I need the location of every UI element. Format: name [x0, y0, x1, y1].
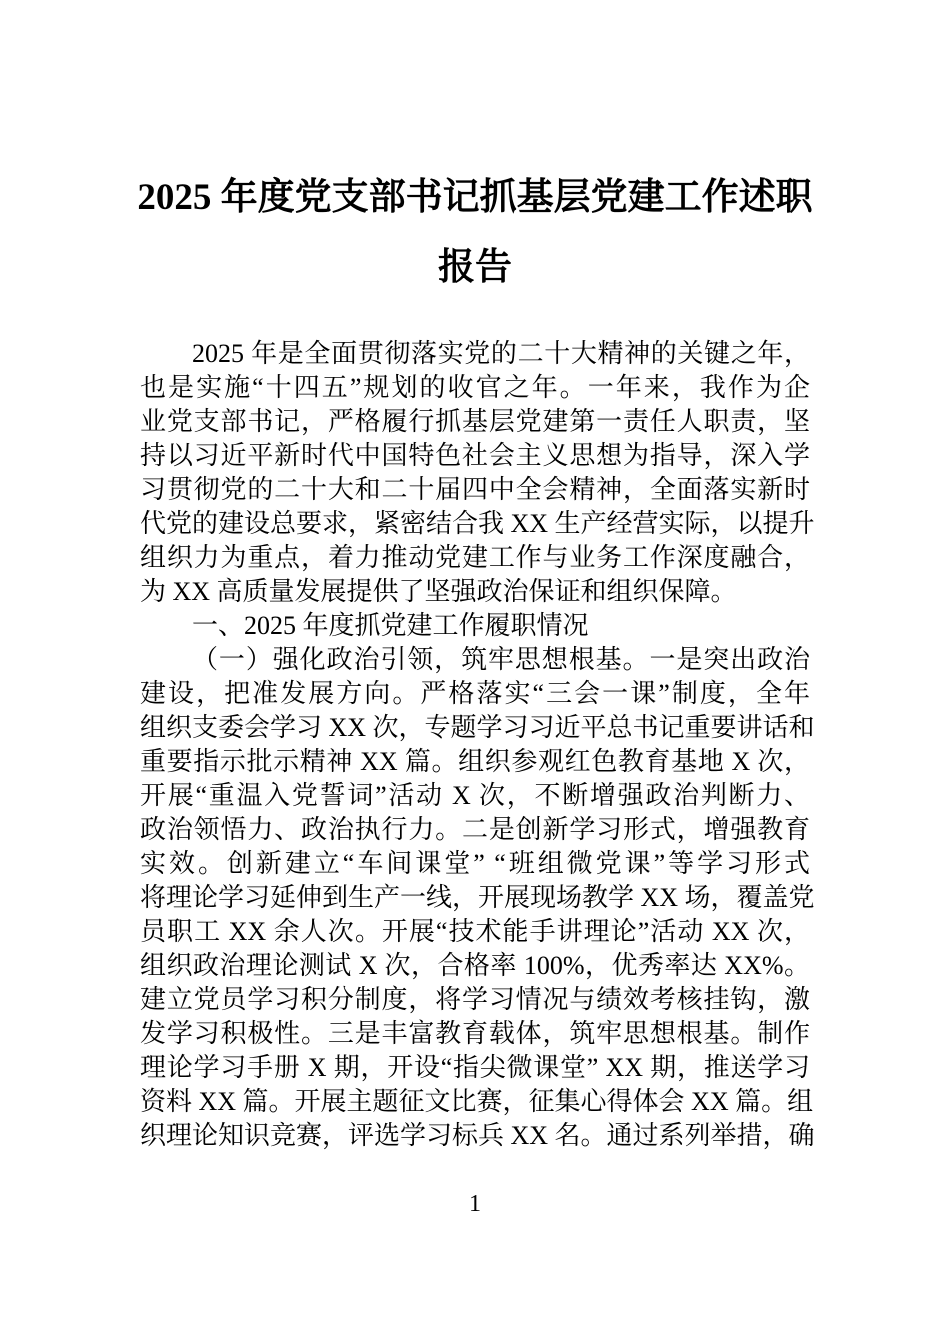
- document-title: [70, 163, 880, 303]
- body-line: 将理论学习延伸到生产一线，开展现场教学 XX 场，覆盖党: [140, 883, 815, 912]
- body-line: 代党的建设总要求，紧密结合我 XX 生产经营实际，以提升: [140, 509, 815, 538]
- body-line: 也是实施“十四五”规划的收官之年。一年来，我作为企: [140, 373, 810, 402]
- body-line: 开展“重温入党誓词”活动 X 次，不断增强政治判断力、: [140, 781, 810, 810]
- title-line-2: 报告: [438, 247, 512, 288]
- body-line: 2025 年是全面贯彻落实党的二十大精神的关键之年，: [192, 339, 810, 368]
- body-line: 重要指示批示精神 XX 篇。组织参观红色教育基地 X 次，: [140, 747, 810, 776]
- body-line: 政治领悟力、政治执行力。二是创新学习形式，增强教育: [140, 815, 810, 844]
- section-heading: 一、2025 年度抓党建工作履职情况: [192, 611, 589, 640]
- page-number: 1: [469, 1191, 481, 1217]
- body-line: 织理论知识竞赛，评选学习标兵 XX 名。通过系列举措，确: [140, 1121, 815, 1150]
- body-line: 组织支委会学习 XX 次，专题学习习近平总书记重要讲话和: [140, 713, 815, 742]
- title-line-1: 2025 年度党支部书记抓基层党建工作述职: [137, 177, 813, 218]
- body-line: 发学习积极性。三是丰富教育载体，筑牢思想根基。制作: [140, 1019, 810, 1048]
- body-line: 组织政治理论测试 X 次，合格率 100%，优秀率达 XX%。: [140, 951, 810, 980]
- body-line: 习贯彻党的二十大和二十届四中全会精神，全面落实新时: [140, 475, 810, 504]
- body-line: 员职工 XX 余人次。开展“技术能手讲理论”活动 XX 次，: [140, 917, 810, 946]
- body-line: 理论学习手册 X 期，开设“指尖微课堂” XX 期，推送学习: [140, 1053, 810, 1082]
- body-line: 资料 XX 篇。开展主题征文比赛，征集心得体会 XX 篇。组: [140, 1087, 814, 1116]
- body-line: 持以习近平新时代中国特色社会主义思想为指导，深入学: [140, 441, 810, 470]
- body-line: 建立党员学习积分制度，将学习情况与绩效考核挂钩，激: [140, 985, 810, 1014]
- body-line: 实效。创新建立“车间课堂” “班组微党课”等学习形式: [140, 849, 810, 878]
- body-line: 业党支部书记，严格履行抓基层党建第一责任人职责，坚: [140, 407, 810, 436]
- body-line: 建设，把准发展方向。严格落实“三会一课”制度，全年: [140, 679, 810, 708]
- body-line: 组织力为重点，着力推动党建工作与业务工作深度融合，: [140, 543, 810, 572]
- body-line: 为 XX 高质量发展提供了坚强政治保证和组织保障。: [140, 577, 737, 606]
- body-line: （一）强化政治引领，筑牢思想根基。一是突出政治: [192, 645, 810, 674]
- document-body: [140, 337, 815, 1153]
